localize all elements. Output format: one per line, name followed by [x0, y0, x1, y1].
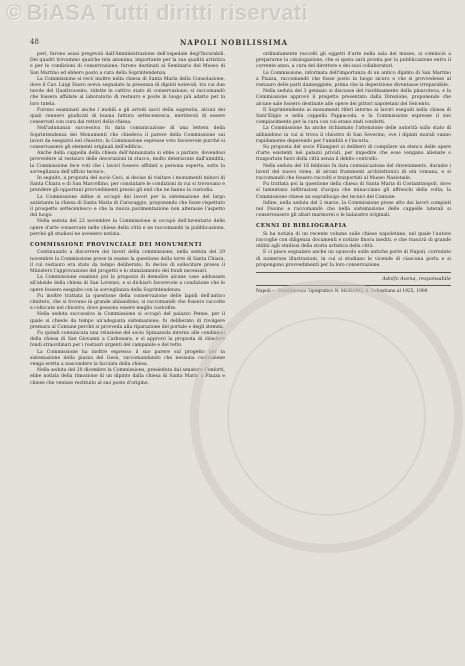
paragraph: Nella seduta del 20 dicembre la Commissione, presieduta dal senatore Conforti, ebbe notizia della rimozione di un dipinto dalla chiesa di Santa Maria a Piazza e chiese che venisse restituito al suo posto d'origine.	[30, 368, 225, 386]
signature: Adolfo Avena, responsabile	[382, 275, 451, 282]
paragraph: Il Soprintendente ai monumenti riferì intorno ai lavori eseguiti nella chiesa di Sant'Eligio e nella cappella Pappacoda, e la Commissione espresse il suo compiacimento per la cura con cui erano stati condotti.	[256, 107, 451, 126]
watermark-text: BiASA Tutti diritti riservati	[26, 0, 308, 25]
printer-imprint: Napoli — Stabilimento Tipografico N. MORANO, S. Sebastiano al 1925, 1906	[256, 289, 428, 295]
watermark-banner	[0, 0, 465, 26]
paragraph: Si ha notizia di un recente volume sulle chiese napoletane, nel quale l'autore raccoglie con diligenza documenti e notizie finora inediti, e che riuscirà di grande utilità agli studiosi della storia artistica della città.	[256, 231, 451, 250]
paragraph: Continuando a discorrere dei lavori della commissione, nella seduta del 29 novembre la Commissione prese in esame la questione della torre di Santa Chiara, il cui restauro era stato da tempo deliberato; fu deciso di sollecitare presso il Ministero l'approvazione del progetto e lo stanziamento dei fondi necessari.	[30, 250, 225, 274]
section-heading: COMMISSIONE PROVINCIALE DEI MONUMENTI	[30, 242, 202, 249]
paragraph: Fu quindi comunicata una relazione del socio Spinazzola intorno alle condizioni della chiesa di San Giovanni a Carbonara, e si approvò la proposta di chiedere fondi straordinari per i restauri urgenti del campanile e del tetto.	[30, 330, 225, 349]
paragraph: Nella seduta successiva la Commissione si occupò del palazzo Penne, per il quale si chiede da tempo un'adeguata sistemazione; fu deliberato di rivolgere premura al Comune perché si provveda alla riparazione del portale e degli stemmi.	[30, 312, 225, 330]
paragraph: La Commissione ha anche richiamato l'attenzione delle autorità sullo stato di abbandono in cui si trova il chiostro di San Severino, ove i dipinti murali vanno rapidamente deperendo per l'umidità e l'incuria.	[256, 126, 451, 144]
left-column	[30, 52, 225, 387]
paragraph: La Commissione esaminò poi la proposta di demolire alcune case addossate all'abside della chiesa di San Lorenzo, e si dichiarò favorevole a condizione che le opere fossero eseguite con la sorveglianza della Soprintendenza.	[30, 275, 225, 293]
copyright-symbol: ©	[6, 0, 23, 25]
paragraph: Nell'adunanza successiva fu data comunicazione di una lettera della Soprintendenza dei Monumenti che chiedeva il parere della Commissione sui lavori da eseguirsi nel chiostro; la Commissione espresse voto favorevole purché si conservassero gli elementi originali dell'edificio.	[30, 126, 225, 151]
page-number: 48	[30, 38, 39, 46]
page-header	[30, 38, 450, 50]
paragraph: La Commissione si recò inoltre nella chiesa di Santa Maria della Consolazione, dove il Cav. Luigi Fauro aveva segnalato la presenza di dipinti notevoli, tra cui due tavole del Quattrocento, ridotte in cattivo stato di conservazione; si raccomandò che fossero affidate al laboratorio di restauro e poste in luogo più adatto per la loro tutela.	[30, 76, 225, 107]
paragraph: Anche della cappella della chiesa dell'Annunziata si ebbe a parlare, dovendosi provvedere al restauro delle decorazioni in stucco, molto deteriorate dall'umidità; la Commissione fece voti che i lavori fossero affidati a persona esperta, sotto la sorveglianza dell'ufficio tecnico.	[30, 151, 225, 175]
paragraph: Nella seduta del 3 gennaio si discusse del riordinamento della pinacoteca, e la Commissione approvò il progetto presentato dalla Direzione, proponendo che alcune sale fossero destinate alle opere dei pittori napoletani del Seicento.	[256, 89, 451, 107]
paragraph: La Commissione, informata dell'importanza di un antico dipinto di San Martino a Piazza, raccomandò che fosse posto in luogo sicuro e che si provvedesse al restauro delle parti danneggiate, prima che la deperizione diventasse irreparabile.	[256, 70, 451, 89]
paragraph: Fu inoltre trattata la questione della conservazione delle lapidi dell'antico cimitero, che si trovano in grande abbandono; si raccomandò che fossero raccolte e collocate nel chiostro, dove possono essere meglio custodite.	[30, 293, 225, 312]
paragraph: Nella seduta del 22 novembre la Commissione si occupò dell'inventario delle opere d'arte conservate nelle chiese della città e ne raccomandò la pubblicazione, perché gli studiosi ne avessero notizia.	[30, 219, 225, 237]
paragraph: E ci piace segnalare anche un opuscolo sulle antiche porte di Napoli, corredato di numerose illustrazioni, in cui si studiano le vicende di ciascuna porta e si propongono provvedimenti per la loro conservazione.	[256, 250, 451, 268]
paragraph: Fu trattata poi la questione della chiesa di Santa Maria di Costantinopoli, dove si lamentano infiltrazioni d'acqua che minacciano gli affreschi della volta; la Commissione chiese un sopralluogo dei tecnici del Comune.	[256, 182, 451, 200]
paragraph: Nella seduta del 16 febbraio fu data comunicazione del rinvenimento, durante i lavori del nuovo rione, di alcuni frammenti architettonici di età romana, e si raccomandò che fossero raccolti e trasportati al Museo Nazionale.	[256, 163, 451, 182]
paragraph: In seguito, a proposta del socio Ceci, si decise di visitare i monumenti minori di Santa Chiara e di San Marcellino, per constatare le condizioni in cui si trovavano e prendere gli opportuni provvedimenti presso gli enti che ne hanno la custodia.	[30, 176, 225, 194]
divider	[256, 285, 451, 286]
paragraph: La Commissione infine si occupò dei lavori per la sistemazione del largo antistante la chiesa di Santa Maria di Caravaggio, proponendo che fosse rispettato il prospetto settecentesco e che la nuova pavimentazione non alterasse l'aspetto del luogo.	[30, 194, 225, 219]
watermark-seal	[190, 280, 463, 553]
divider	[256, 272, 451, 273]
paragraph: ordinatamente raccolti gli oggetti d'arte nella sala del museo, si cominciò a prepararne la catalogazione, che si spera sarà pronta per la pubblicazione entro il corrente anno, a cura del direttore e dei suoi collaboratori.	[256, 52, 451, 70]
right-column	[256, 52, 451, 295]
section-heading: CENNI DI BIBLIOGRAFIA	[256, 223, 347, 230]
paragraph: Infine, nella seduta del 2 marzo, la Commissione prese atto dei lavori compiuti nel Duomo e raccomandò che nella sistemazione delle cappelle laterali si conservassero gli altari marmorei e le balaustre originali.	[256, 200, 451, 219]
running-head: NAPOLI NOBILISSIMA	[180, 38, 289, 47]
paragraph: peri, furono assai pregevoli dall'Amministrazione dell'ospedale degl'Incurabili. Dei quadri trovammo qualche tela anonima, importante per la sua qualità artistica e per le condizioni di conservazione; furono destinati al Seminario del Museo di San Martino ed ebbero posto a cura della Soprintendenza.	[30, 52, 225, 76]
paragraph: Furono esaminati anche i mobili e gli arredi sacri della sagrestia, alcuni dei quali vennero giudicati di buona fattura settecentesca, meritevoli di essere conservati con cura dai rettori della chiesa.	[30, 107, 225, 126]
paragraph: Su proposta del socio Filangieri si deliberò di compilare un elenco delle opere d'arte esistenti nei palazzi privati, per impedire che esse vengano alienate o trasportate fuori della città senza il debito controllo.	[256, 145, 451, 163]
paragraph: La Commissione ha inoltre espresso il suo parere sul progetto per la sistemazione della piazza del Gesù, raccomandando che nessuna costruzione venga eretta a nascondere la facciata della chiesa.	[30, 349, 225, 367]
